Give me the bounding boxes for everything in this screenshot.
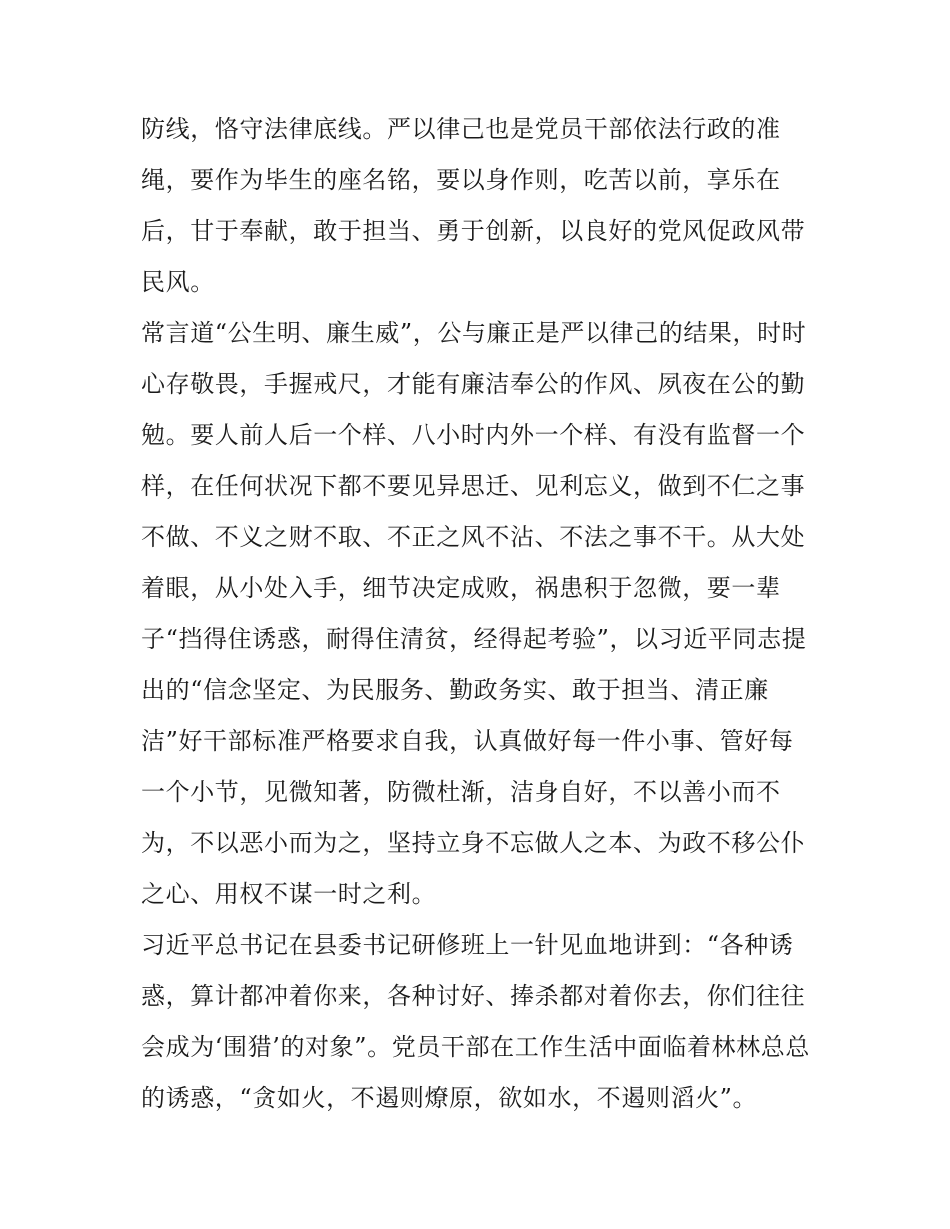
text-line: 后，甘于奉献，敢于担当、勇于创新，以良好的党风促政风带 [141, 217, 806, 245]
text-line: 的诱惑，“贪如火，不遏则燎原，欲如水，不遏则滔火”。 [141, 1084, 758, 1112]
text-line: 出的“信念坚定、为民服务、勤政务实、敢于担当、清正廉 [141, 676, 769, 704]
text-line: 防线，恪守法律底线。严以律己也是党员干部依法行政的准 [141, 115, 781, 143]
text-line: 子“挡得住诱惑，耐得住清贫，经得起考验”，以习近平同志提 [141, 625, 807, 653]
text-line: 洁”好干部标准严格要求自我，认真做好每一件小事、管好每 [141, 727, 794, 755]
text-line: 样，在任何状况下都不要见异思迁、见利忘义，做到不仁之事 [141, 472, 806, 500]
text-line: 心存敬畏，手握戒尺，才能有廉洁奉公的作风、夙夜在公的勤 [141, 370, 806, 398]
text-line: 惑，算计都冲着你来，各种讨好、捧杀都对着你去，你们往往 [141, 982, 806, 1010]
text-line: 之心、用权不谋一时之利。 [141, 880, 437, 908]
text-line: 不做、不义之财不取、不正之风不沾、不法之事不干。从大处 [141, 523, 806, 551]
text-line: 绳，要作为毕生的座名铭，要以身作则，吃苦以前，享乐在 [141, 166, 781, 194]
text-line: 为，不以恶小而为之，坚持立身不忘做人之本、为政不移公仆 [141, 829, 806, 857]
text-line: 一个小节，见微知著，防微杜渐，洁身自好，不以善小而不 [141, 778, 781, 806]
text-line: 着眼，从小处入手，细节决定成败，祸患积于忽微，要一辈 [141, 574, 781, 602]
text-line: 民风。 [141, 268, 215, 296]
text-line: 常言道“公生明、廉生威”，公与廉正是严以律己的结果，时时 [141, 319, 807, 347]
text-line: 会成为‘围猎’的对象”。党员干部在工作生活中面临着林林总总 [141, 1033, 810, 1061]
text-line: 习近平总书记在县委书记研修班上一针见血地讲到：“各种诱 [141, 931, 794, 959]
text-line: 勉。要人前人后一个样、八小时内外一个样、有没有监督一个 [141, 421, 806, 449]
